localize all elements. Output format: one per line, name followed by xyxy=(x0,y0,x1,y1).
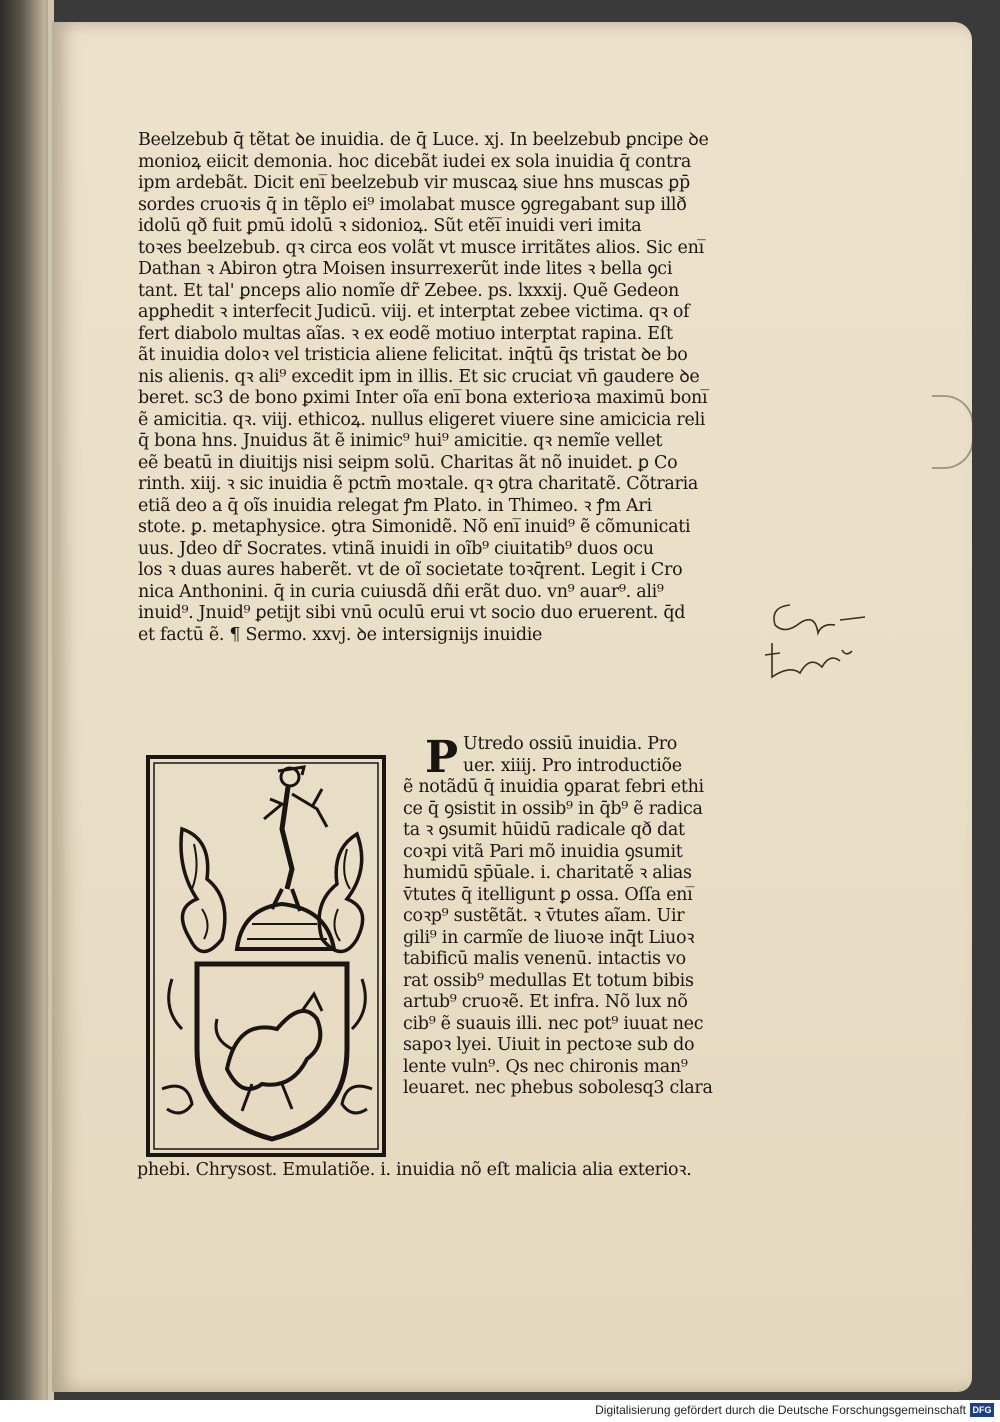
text-line: tabificū malis venenū. intactis vo xyxy=(403,949,686,969)
text-line: ipm ardebãt. Dicit̃ eni̅ beelzebub vir muscaꝝ siue h̄ns muscas ꝑp̄ xyxy=(138,173,690,193)
text-line: ce q̄ ꝯsistit in ossib⁹ in q̄b⁹ ẽ radica xyxy=(403,798,703,819)
text-line: ẽ amicitia. qꝛ. viij. ethicoꝝ. nullus eligeret viuere sine amicicia reli xyxy=(138,409,706,430)
funding-credit: Digitalisierung gefördert durch die Deutsche Forschungsgemeinschaft xyxy=(595,1403,966,1417)
text-line: sordes cruoꝛis q̄ in tẽplo ei⁹ imolabat̃ musce ꝯgregabant̃ sup illð xyxy=(138,194,687,215)
text-line: beret. sc3 de bono ꝑximi Inter oĩa eni̅ bona exterioꝛa maximū boni̅ xyxy=(138,388,708,408)
initial-letter: P xyxy=(425,732,459,783)
text-line: humidū sp̄ūale. i. charitatẽ ꝛ alias xyxy=(403,863,692,883)
facing-page-edge xyxy=(0,0,52,1400)
text-line: fert diabolo multas aĩas. ꝛ ex eodẽ motiuo interptat̃ rapina. Eſt xyxy=(138,323,673,344)
text-line: monioꝝ eiicit demonia. hoc dicebãt iudei ex sola inuidia q̄ contra xyxy=(138,151,691,172)
text-line: sapoꝛ lyei. Uiuit in pectoꝛe sub do xyxy=(403,1035,695,1055)
text-line: artub⁹ cruoꝛẽ. Et infra. Nõ lux nõ xyxy=(403,992,688,1012)
sermon-heading-line: et factū ẽ. ¶ Sermo. xxvj. ꝺe intersignijs inuidie xyxy=(138,624,543,645)
text-line: uer. xiiij. Pro introductiõe xyxy=(463,755,682,776)
text-line: ẽ notãdū q̄ inuidia ꝯparat̃ febri ethi xyxy=(403,777,704,797)
text-line: q̄ bona h̄ns. Jnuidus ãt ẽ inimic⁹ hui⁹ amicitie. qꝛ nemĩe vellet xyxy=(138,431,663,451)
text-line: v̄tutes q̄ itelligunt̃ ꝑ ossa. Oſſa eni̅ xyxy=(403,884,693,905)
dfg-logo: DFG xyxy=(970,1403,994,1417)
text-line: etiã deo a q̄ oĩs inuidia relegat̃ ꝭm Plato. in Thimeo. ꝛ ꝭm Ari xyxy=(138,495,652,516)
footer-bar xyxy=(0,1400,1000,1422)
text-line: apꝑh̄edit ꝛ interfecit Judicū. viij. et interptat̃ zebee victima. qꝛ of xyxy=(138,302,690,322)
text-line: uus. Jdeo dr̃ Socrates. vtinã inuidi in oĩb⁹ ciuitatib⁹ duos ocu xyxy=(138,538,654,559)
right-text-column xyxy=(403,734,733,1100)
text-line: eẽ beatū in diuitijs nisi seipm solū. Charitas ãt nõ inuidet. ꝑ Co xyxy=(138,452,678,473)
main-text-column xyxy=(138,130,778,646)
text-line: inuid⁹. Jnuid⁹ ꝑetijt sibi vnū oculū erui vt socio duo eruerent̃. q̄d xyxy=(138,603,686,623)
text-line: gili⁹ in carmĩe de liuoꝛe inq̄t Liuoꝛ xyxy=(403,927,695,948)
bottom-text-line: phebi. Chrysost. Emulatiõe. i. inuidia nõ eſt malicia alia exterioꝛ. xyxy=(137,1160,692,1180)
text-line: Beelzebub q̄ tẽtat ꝺe inuidia. de q̄ Luce. xj. In beelzebub ꝑncipe ꝺe xyxy=(138,130,709,150)
text-line: leuaret. nec phebus sobolesq3 clara xyxy=(403,1078,713,1098)
text-line: stote. ꝑ. metaphysice. ꝯtra Simonidẽ. Nõ eni̅ inuid⁹ ẽ cõmunicati xyxy=(138,517,691,537)
text-line: toꝛes beelzebub. qꝛ circa eos volãt vt musce irritãtes alios. Sic eni̅ xyxy=(138,237,704,258)
text-line: rat ossib⁹ medullas Et totum bibis xyxy=(403,970,694,991)
text-line: coꝛp⁹ sustẽtãt. ꝛ v̄tutes aĩam. Uir xyxy=(403,906,685,926)
text-line: ãt inuidia doloꝛ vel tristicia aliene felicitat̃. inq̄tū q̄s tristat̃ ꝺe bo xyxy=(138,345,688,365)
text-line: nica Anthonini. q̄ in curia cuiusdã dñi erãt duo. vn⁹ auar⁹. ali⁹ xyxy=(138,581,664,602)
text-line: los ꝛ duas aures haberẽt. vt de oĩ societate toꝛq̄rent̃. Legit̃ i Cro xyxy=(138,560,683,580)
text-line: idolū qð fuit ꝑmū idolū ꝛ sidonioꝝ. Sũt etẽi̅ inuidi veri imita xyxy=(138,216,642,236)
handwritten-marginal-note xyxy=(760,595,870,690)
text-line: Dathan ꝛ Abiron ꝯtra Moisen insurrexerũt inde lites ꝛ bella ꝯci xyxy=(138,259,673,279)
text-line: cib⁹ ẽ suauis illi. nec pot⁹ iuuat nec xyxy=(403,1013,704,1034)
text-line: Utredo ossiū inuidia. Pro xyxy=(463,734,678,754)
text-line: nis alienis. qꝛ ali⁹ excedit ipm in illis. Et sic cruciat̃ vn̄ gaudere ꝺe xyxy=(138,366,700,387)
text-line: coꝛpi vitã Pari mõ inuidia ꝯsumit xyxy=(403,841,683,862)
text-line: lente vuln⁹. Q̄s nec chironis man⁹ xyxy=(403,1056,688,1077)
text-line: ta ꝛ ꝯsumit hūidū radicale qð dat xyxy=(403,820,685,840)
text-line: rinth. xiij. ꝛ sic inuidia ẽ pctm̄ moꝛtale. qꝛ ꝯtra charitatẽ. Cõtraria xyxy=(138,474,699,494)
woodcut-illustration xyxy=(142,749,392,1159)
text-line: tant̃. Et tal' ꝑnceps alio nomĩe dr̃ Zebee. ps. lxxxij. Quẽ Gedeon xyxy=(138,280,680,301)
